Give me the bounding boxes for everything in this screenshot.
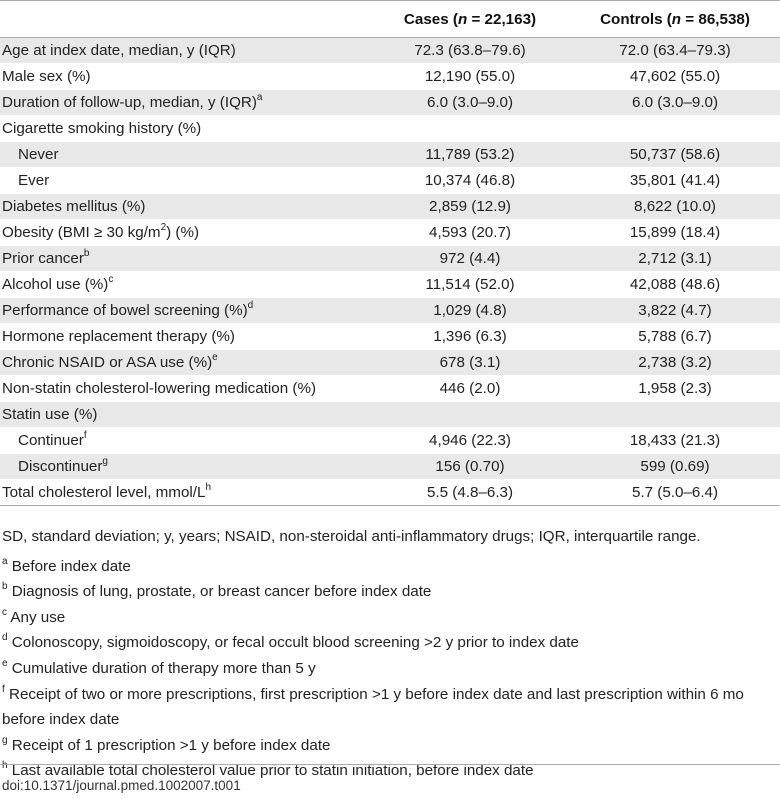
row-label <box>0 142 370 168</box>
cases-value <box>370 116 570 142</box>
row-label-text: Duration of follow-up, median, y (IQR) <box>2 94 257 111</box>
cases-value: 6.0 (3.0–9.0) <box>426 94 514 111</box>
footnote-list <box>2 554 778 784</box>
controls-label: Controls ( <box>600 10 672 28</box>
footnote-mark: c <box>2 606 7 618</box>
footnote-mark: g <box>2 734 8 746</box>
cases-label: Cases ( <box>403 10 458 28</box>
row-label <box>0 90 370 116</box>
row-label <box>0 272 370 298</box>
row-label <box>0 324 370 350</box>
row-label-text: Performance of bowel screening (%) <box>2 302 248 319</box>
footnote <box>2 630 778 656</box>
controls-value: 35,801 (41.4) <box>629 172 721 189</box>
footnote-text: Any use <box>7 608 66 626</box>
footnote <box>2 733 778 759</box>
row-label-text: Total cholesterol level, mmol/L <box>2 484 206 501</box>
doi-divider <box>0 764 780 765</box>
controls-value: 50,737 (58.6) <box>629 146 721 163</box>
controls-value <box>570 402 780 428</box>
cases-n: n <box>457 10 468 28</box>
table-row <box>0 428 780 454</box>
table-row <box>0 246 780 272</box>
footnote-mark: f <box>2 683 5 695</box>
row-footnote-mark: c <box>108 273 114 285</box>
controls-value: 2,712 (3.1) <box>638 250 712 267</box>
table-header <box>0 1 780 38</box>
cases-value: 156 (0.70) <box>435 458 505 475</box>
table-row <box>0 272 780 298</box>
cases-value: 11,789 (53.2) <box>425 146 515 163</box>
row-label-text: Prior cancer <box>2 250 84 267</box>
footnote <box>2 605 778 631</box>
footnote-mark: d <box>2 632 8 644</box>
footnote <box>2 682 778 733</box>
cases-value: 446 (2.0) <box>439 380 501 397</box>
controls-value: 599 (0.69) <box>640 458 710 475</box>
row-label <box>0 376 370 402</box>
footnote <box>2 656 778 682</box>
row-footnote-mark: e <box>212 351 218 363</box>
footnote-text: Cumulative duration of therapy more than 5 y <box>7 659 316 677</box>
row-label <box>0 38 370 64</box>
header-cases <box>370 1 570 38</box>
controls-value: 1,958 (2.3) <box>638 380 712 397</box>
footnote-text: Colonoscopy, sigmoidoscopy, or fecal occult blood screening >2 y prior to index date <box>7 634 579 652</box>
table-row <box>0 350 780 376</box>
cases-count: = 22,163) <box>467 10 537 28</box>
controls-value: 5,788 (6.7) <box>638 328 712 345</box>
row-label <box>0 454 370 480</box>
cases-value: 1,029 (4.8) <box>433 302 507 319</box>
table-row <box>0 116 780 142</box>
row-footnote-mark: b <box>83 247 90 259</box>
cases-value: 12,190 (55.0) <box>424 68 516 85</box>
cases-value: 4,593 (20.7) <box>429 224 511 241</box>
row-label-text: Cigarette smoking history (%) <box>2 120 202 137</box>
cases-value <box>370 402 570 428</box>
row-label-text: Male sex (%) <box>2 68 91 85</box>
row-footnote-mark: g <box>102 455 108 467</box>
controls-count: = 86,538) <box>681 10 750 28</box>
controls-value: 3,822 (4.7) <box>638 302 712 319</box>
row-footnote-mark: d <box>247 299 254 311</box>
row-label <box>0 350 370 376</box>
header-empty <box>0 1 370 38</box>
table-row <box>0 324 780 350</box>
footnote-mark: h <box>2 760 8 772</box>
cases-value: 10,374 (46.8) <box>424 172 516 189</box>
table-body <box>0 38 780 506</box>
table-row <box>0 376 780 402</box>
row-label <box>0 194 370 220</box>
row-label-suffix: ) (%) <box>166 224 200 241</box>
row-label-text: Chronic NSAID or ASA use (%) <box>2 354 213 371</box>
table-row <box>0 454 780 480</box>
footnote <box>2 579 778 605</box>
footnote-text: Diagnosis of lung, prostate, or breast cancer before index date <box>7 583 432 601</box>
table-row <box>0 194 780 220</box>
cases-value: 678 (3.1) <box>439 354 501 371</box>
footnote <box>2 554 778 580</box>
row-footnote-mark: h <box>205 481 211 493</box>
controls-value: 72.0 (63.4–79.3) <box>619 42 731 59</box>
table-notes <box>2 524 778 784</box>
row-label-text: Hormone replacement therapy (%) <box>2 328 235 345</box>
row-label <box>0 428 370 454</box>
footnote-mark: b <box>2 581 8 593</box>
cases-value: 5.5 (4.8–6.3) <box>426 484 514 501</box>
cases-value: 11,514 (52.0) <box>425 276 515 293</box>
row-footnote-mark: f <box>83 429 87 441</box>
footnote-mark: e <box>2 657 8 669</box>
row-footnote-mark: a <box>256 91 263 103</box>
table-row <box>0 38 780 64</box>
row-label-text: Never <box>18 146 59 163</box>
controls-value: 42,088 (48.6) <box>629 276 721 293</box>
cases-value: 2,859 (12.9) <box>429 198 511 215</box>
table-row <box>0 220 780 246</box>
footnote-text: Last available total cholesterol value prior to statin initiation, before index date <box>7 762 534 780</box>
table-row <box>0 64 780 90</box>
table-row <box>0 142 780 168</box>
row-label-text: Obesity (BMI ≥ 30 kg/m <box>2 224 161 241</box>
row-label-text: Discontinuer <box>18 458 103 475</box>
footnote-text: Receipt of 1 prescription >1 y before index date <box>7 736 331 754</box>
table-row <box>0 480 780 506</box>
row-label <box>0 298 370 324</box>
header-controls <box>570 1 780 38</box>
controls-n: n <box>671 10 682 28</box>
abbreviations-note: SD, standard deviation; y, years; NSAID, non-steroidal anti-inflammatory drugs; IQR, interquartile range. <box>2 528 701 545</box>
header-row <box>0 1 780 38</box>
row-label-text: Continuer <box>18 432 84 449</box>
row-label <box>0 64 370 90</box>
controls-value: 6.0 (3.0–9.0) <box>631 94 719 111</box>
table-row <box>0 168 780 194</box>
cases-value: 72.3 (63.8–79.6) <box>414 42 526 59</box>
table-row <box>0 90 780 116</box>
footnote-text: Receipt of two or more prescriptions, first prescription >1 y before index date and last prescription within 6 mo before index date <box>2 685 744 729</box>
cases-value: 4,946 (22.3) <box>429 432 511 449</box>
row-label <box>0 402 370 428</box>
controls-value: 8,622 (10.0) <box>634 198 716 215</box>
row-label-text: Ever <box>18 172 50 189</box>
controls-value: 2,738 (3.2) <box>638 354 712 371</box>
cases-value: 972 (4.4) <box>439 250 501 267</box>
row-label-text: Non-statin cholesterol-lowering medication (%) <box>2 380 317 397</box>
controls-value: 47,602 (55.0) <box>629 68 721 85</box>
controls-value: 15,899 (18.4) <box>629 224 721 241</box>
row-label <box>0 480 370 506</box>
footnote-mark: a <box>2 555 8 567</box>
row-label-text: Statin use (%) <box>2 406 98 423</box>
table-row <box>0 402 780 428</box>
row-label-text: Alcohol use (%) <box>2 276 109 293</box>
row-label <box>0 168 370 194</box>
row-footnote-mark: 2 <box>160 221 167 233</box>
controls-value: 18,433 (21.3) <box>629 432 721 449</box>
row-label <box>0 220 370 246</box>
footnote-text: Before index date <box>7 557 131 575</box>
row-label-text: Diabetes mellitus (%) <box>2 198 146 215</box>
row-label <box>0 246 370 272</box>
table-row <box>0 298 780 324</box>
row-label <box>0 116 370 142</box>
controls-value: 5.7 (5.0–6.4) <box>631 484 719 501</box>
row-label-text: Age at index date, median, y (IQR) <box>2 42 236 59</box>
controls-value <box>570 116 780 142</box>
doi-label: doi:10.1371/journal.pmed.1002007.t001 <box>2 778 241 793</box>
cases-value: 1,396 (6.3) <box>433 328 507 345</box>
